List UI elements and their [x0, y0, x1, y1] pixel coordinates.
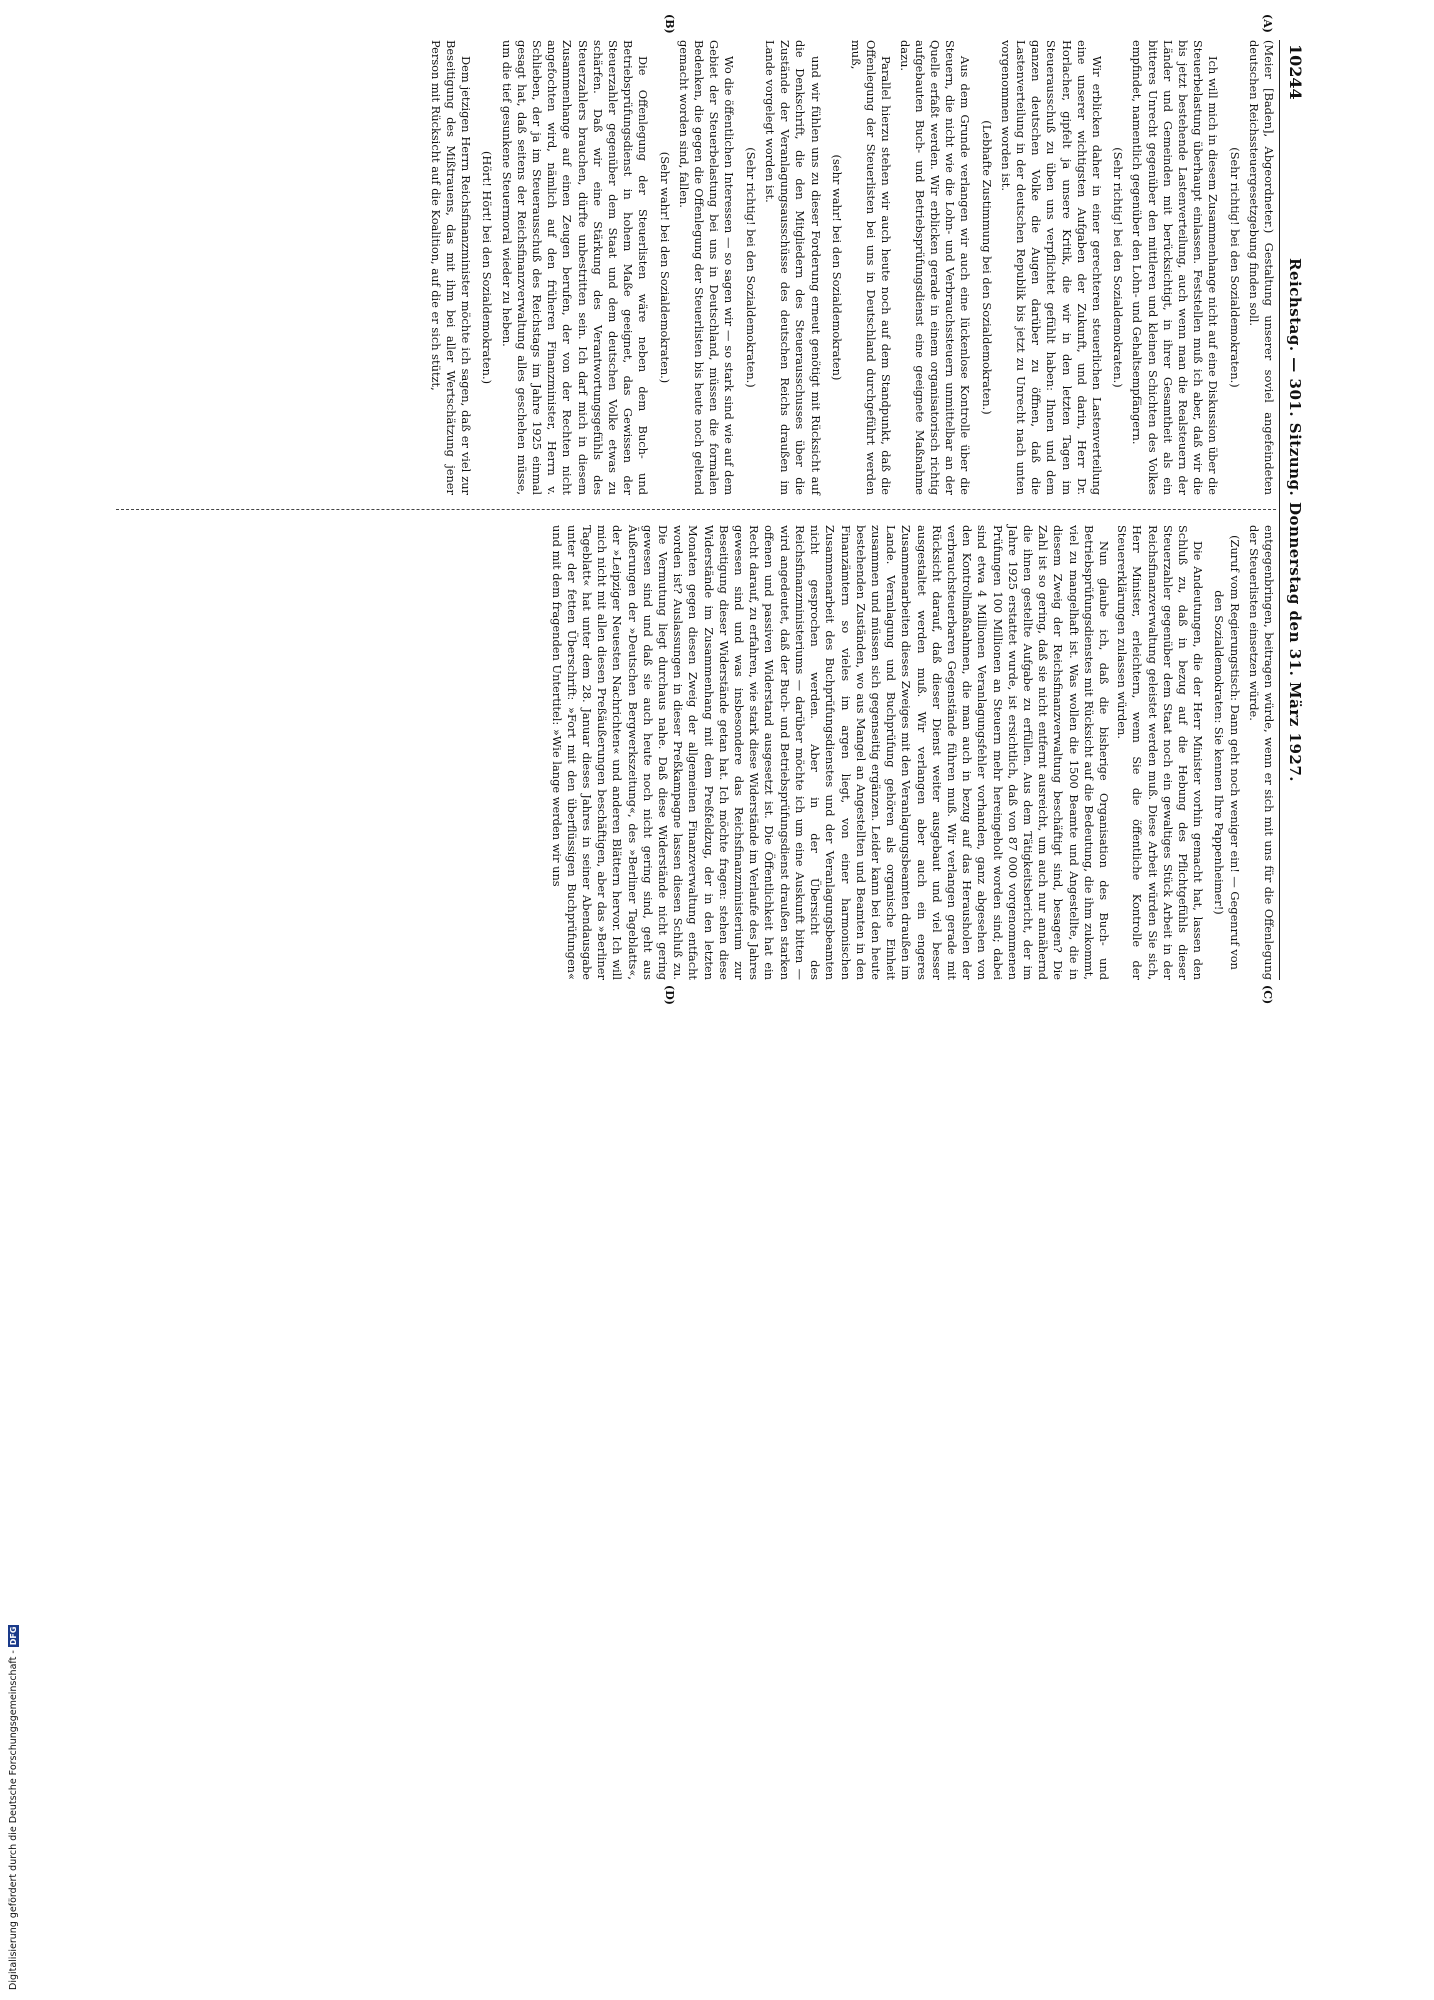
paragraph: (Meier [Baden], Abgeordneter.) Gestaltung unserer soviel angefeindeten deutschen Reichssteuergesetzgebung finden soll. — [1246, 40, 1276, 495]
paragraph: Parallel hierzu stehen wir auch heute noch auf dem Standpunkt, daß die Offenlegung der Steuerlisten bei uns in Deutschland durchgeführt werden muß, — [848, 40, 894, 495]
paragraph: Dem jetzigen Herrn Reichsfinanzminister möchte ich sagen, daß er viel zur Beseitigung des Mißtrauens, das mit ihm bei aller Wertschätzung jener Person mit Rücksicht auf die Koalition, auf die er sich stützt, — [428, 40, 474, 495]
interjection: (Hört! Hört! bei den Sozialdemokraten.) — [480, 150, 495, 385]
digitization-note — [4, 1000, 28, 2000]
left-column — [116, 40, 1276, 495]
dfg-logo: DFG — [9, 1626, 18, 1646]
page-number: 10244 — [1286, 44, 1305, 100]
paragraph: Wir erblicken daher in einer gerechteren steuerlichen Lastenverteilung eine unserer wichtigsten Aufgaben der Zukunft, und darin, Herr Dr. Horlacher, gipfelt ja unsere Kritik, die wir in den letzten Tagen im Steuerausschuß zu üben uns verpflichtet gefühlt haben: Ihnen und dem ganzen deutschen Volke die Augen darüber zu öffnen, daß die Lastenverteilung in der deutschen Republik bis jetzt zu Unrecht nach unten vorgenommen worden ist. — [998, 40, 1104, 495]
paragraph: Wo die öffentlichen Interessen — so sagen wir — so stark sind wie auf dem Gebiet der Steuerbelastung bei uns in Deutschland, müssen die formalen Bedenken, die gegen die Offenlegung der Steuerlisten bis heute noch geltend gemacht worden sind, fallen. — [676, 40, 737, 495]
interjection: (Lebhafte Zustimmung bei den Sozialdemokraten.) — [979, 120, 994, 415]
paragraph: entgegenbringen, beitragen würde, wenn er sich mit uns für die Offenlegung der Steuerlisten einsetzen würde. — [1246, 525, 1276, 980]
paragraph: Die Offenlegung der Steuerlisten wäre neben dem Buch- und Betriebsprüfungsdienst in hohem Maße geeignet, das Gewissen der Steuerzahler gegenüber dem Staat und dem deutschen Volke etwas zu schärfen. Daß wir eine Stärkung des Verantwortungsgefühls des Steuerzahlers brauchen, dürfte unbestritten sein. Ich darf mich in diesem Zusammenhange auf einen Zeugen berufen, der von der Rechten nicht angefochten wird, nämlich auf den früheren Finanzminister, Herrn v. Schlieben, der ja im Steuerausschuß des Reichstags im Jahre 1925 einmal gesagt hat, daß seitens der Reichsfinanzverwaltung alles geschehen müsse, um die tief gesunkene Steuermoral wieder zu heben. — [499, 40, 651, 495]
interjection: (Sehr richtig! bei den Sozialdemokraten.) — [1111, 147, 1126, 388]
rotated-page — [110, 14, 1310, 1005]
paragraph: Aus dem Grunde verlangen wir auch eine lückenlose Kontrolle über die Steuern, die nicht wie die Lohn- und Verbrauchssteuern unmittelbar an der Quelle erfaßt werden. Wir erblicken gerade in einem organisatorisch richtig aufgebauten Buch- und Betriebsprüfungsdienst eine geeignete Maßnahme dazu. — [897, 40, 973, 495]
paragraph: Die Andeutungen, die der Herr Minister vorhin gemacht hat, lassen den Schluß zu, daß in bezug auf die Hebung des Pflichtgefühls dieser Steuerzahler gegenüber dem Staat noch ein gewaltiges Stück Arbeit in der Reichsfinanzverwaltung geleistet werden muß. Diese Arbeit würden Sie sich, Herr Minister, erleichtern, wenn Sie die öffentliche Kontrolle der Steuererklärungen zulassen würden. — [1115, 525, 1206, 980]
column-divider — [116, 509, 1276, 510]
paragraph: Ich will mich in diesem Zusammenhange nicht auf eine Diskussion über die Steuerbelastung überhaupt einlassen. Feststellen muß ich aber, daß wir die bis jetzt bestehende Lastenverteilung, auch wenn man die Realsteuern der Länder und Gemeinden mit berücksichtigt, in ihrer Gesamtheit als ein bitteres Unrecht gegenüber den mittleren und kleinen Schichten des Volkes empfindet, namentlich gegenüber den Lohn- und Gehaltsempfängern. — [1130, 40, 1221, 495]
page-header — [1279, 40, 1310, 980]
interjection: (Sehr richtig! bei den Sozialdemokraten.) — [743, 147, 758, 388]
interjection: (sehr wahr! bei den Sozialdemokraten) — [829, 154, 844, 381]
margin-marker-c: (C) — [1261, 985, 1274, 1005]
margin-marker-d: (D) — [663, 985, 676, 1005]
page-title: Reichstag. — 301. Sitzung. Donnerstag den 31. März 1927. — [1286, 258, 1304, 782]
margin-marker-a: (A) — [1261, 14, 1274, 33]
text-columns — [116, 14, 1276, 1005]
paragraph: Nun glaube ich, daß die bisherige Organisation des Buch- und Betriebsprüfungsdienstes mit Rücksicht auf die Bedeutung, die ihm zukommt, viel zu mangelhaft ist. Was wollen die 1500 Beamte und Angestellte, die in diesem Zweig der Reichsfinanzverwaltung beschäftigt sind, besagen? Die Zahl ist so gering, daß sie nicht entfernt ausreicht, um auch nur annähernd die ihnen gestellte Aufgabe zu erfüllen. Aus dem Tätigkeitsbericht, der im Jahre 1925 erstattet wurde, ist ersichtlich, daß von 87 000 vorgenommenen Prüfungen 100 Millionen an Steuern mehr hereingeholt worden sind; dabei sind etwa 4 Millionen Veranlagungsfehler vorhanden, ganz abgesehen von den Kontrollmaßnahmen, die man auch in bezug auf das Herausholen der verbrauchsteuerbaren Gegenstände führen muß. Wir verlangen gerade mit Rücksicht darauf, daß dieser Dienst weiter ausgebaut und viel besser ausgestaltet werden muß. Wir verlangen aber auch ein engeres Zusammenarbeiten dieses Zweiges mit den Veranlagungsbeamten draußen im Lande. Veranlagung und Buchprüfung gehören als organische Einheit zusammen und müssen sich gegenseitig ergänzen. Leider kann bei den heute bestehenden Zuständen, wo aus Mangel an Angestellten und Beamten in den Finanzämtern so vieles im argen liegt, von einer harmonischen Zusammenarbeit des Buchprüfungsdienstes und der Veranlagungsbeamten nicht gesprochen werden. Aber in der Übersicht des Reichsfinanzministeriums — darüber möchte ich um eine Auskunft bitten — wird angedeutet, daß der Buch- und Betriebsprüfungsdienst draußen starken offenen und passiven Widerstand ausgesetzt ist. Die Öffentlichkeit hat ein Recht darauf, zu erfahren, wie stark diese Widerstände im Verlaufe des Jahres gewesen sind und was insbesondere das Reichsfinanzministerium zur Beseitigung dieser Widerstände getan hat. Ich möchte fragen: stehen diese Widerstände im Zusammenhang mit dem Preßfeldzug, der in den letzten Monaten gegen diesen Zweig der allgemeinen Finanzverwaltung entfacht worden ist? Auslassungen in dieser Preßkampagne lassen diesen Schluß zu. Die Vermutung liegt durchaus nahe. Daß diese Widerstände nicht gering gewesen sind und daß sie auch heute noch nicht gering sind, geht aus Äußerungen der »Deutschen Bergwerkszeitung«, des »Berliner Tageblatts«, der »Leipziger Neuesten Nachrichten« und anderen Blättern hervor. Ich will mich nicht mit allen diesen Preßäußerungen beschäftigen, aber das »Berliner Tageblatt« hat unter dem 28. Januar dieses Jahres in seiner Abendausgabe unter der fetten Überschrift: »Fort mit den überflüssigen Buchprüfungen« und mit dem fragenden Untertitel: »Wie lange werden wir uns — [549, 525, 1111, 980]
margin-marker-b: (B) — [663, 14, 676, 34]
right-column — [116, 525, 1276, 980]
digitization-text: Digitalisierung gefördert durch die Deutsche Forschungsgemeinschaft - — [8, 1650, 19, 1990]
interjection: (Sehr wahr! bei den Sozialdemokraten.) — [657, 151, 672, 384]
interjection: (Sehr richtig! bei den Sozialdemokraten.) — [1227, 147, 1242, 388]
interjection: (Zuruf vom Regierungstisch: Dann geht noch weniger ein! — Gegenruf von den Sozialdemokraten: Sie kennen Ihre Pappenheimer!) — [1212, 535, 1242, 970]
paragraph: und wir fühlen uns zu dieser Forderung erneut genötigt mit Rücksicht auf die Denkschrift, die den Mitgliedern des Steuerausschusses über die Zustände der Veranlagungsausschüsse des deutschen Reichs draußen im Lande vorgelegt worden ist. — [762, 40, 823, 495]
